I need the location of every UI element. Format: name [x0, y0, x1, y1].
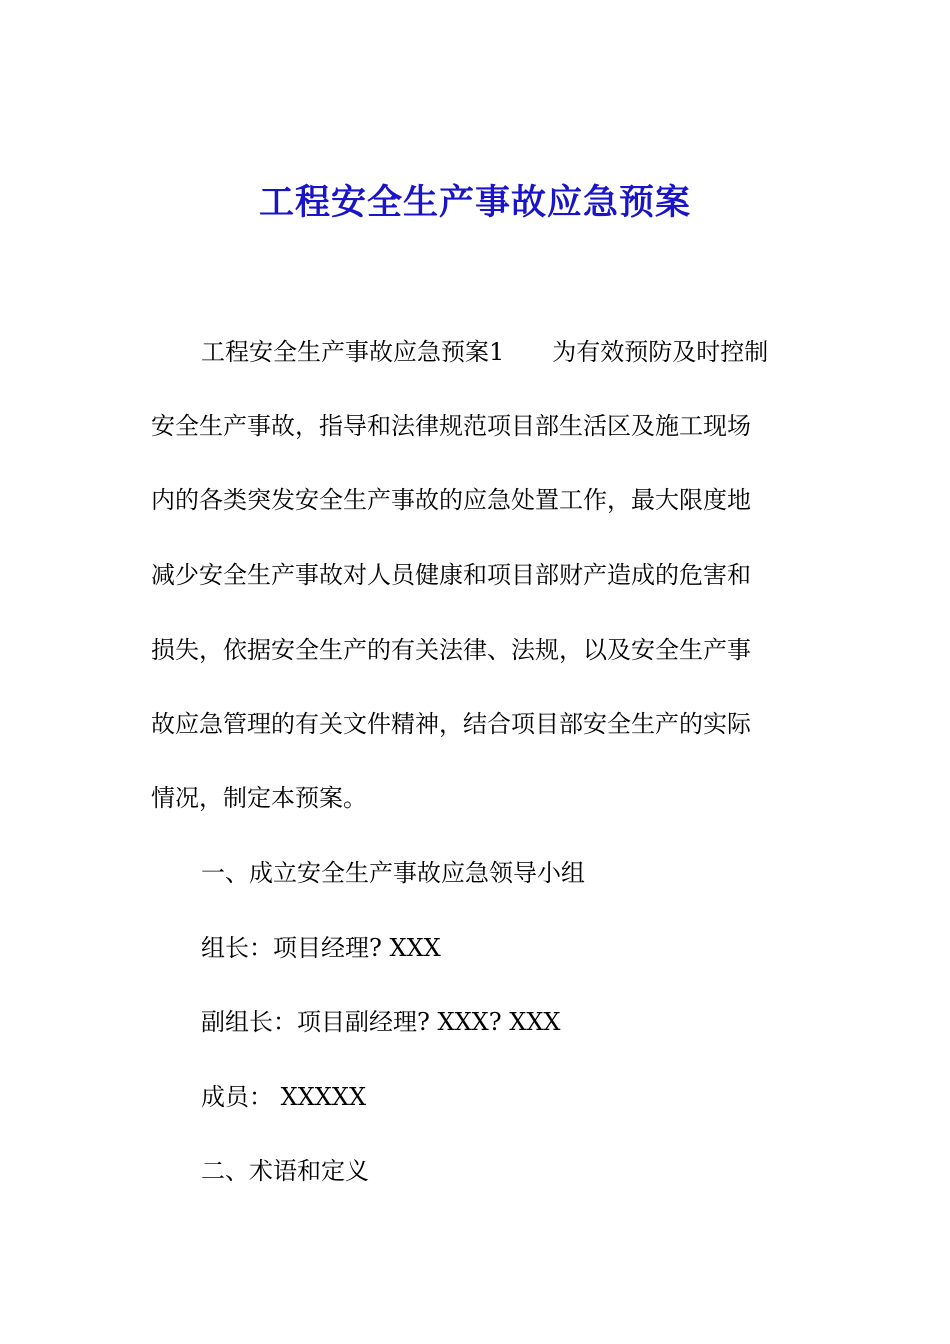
paragraph-line-4: 减少安全生产事故对人员健康和项目部财产造成的危害和: [151, 561, 751, 589]
paragraph-line-7: 情况，制定本预案。: [151, 784, 367, 812]
intro-heading-text: 工程安全生产事故应急预案1: [201, 338, 505, 366]
paragraph-line-6: 故应急管理的有关文件精神，结合项目部安全生产的实际: [151, 710, 751, 738]
section-heading-2: 二、术语和定义: [201, 1157, 369, 1185]
document-title: 工程安全生产事故应急预案: [258, 182, 691, 223]
leader-line: 组长：项目经理? XXX: [201, 934, 441, 962]
intro-text-start: 为有效预防及时控制: [552, 338, 769, 366]
members-line: 成员： XXXXX: [201, 1083, 367, 1111]
paragraph-line-1: [201, 334, 768, 370]
paragraph-line-5: 损失，依据安全生产的有关法律、法规，以及安全生产事: [151, 636, 751, 664]
paragraph-line-2: 安全生产事故，指导和法律规范项目部生活区及施工现场: [151, 412, 751, 440]
deputy-leader-line: 副组长：项目副经理? XXX? XXX: [201, 1008, 561, 1036]
section-heading-1: 一、成立安全生产事故应急领导小组: [201, 859, 585, 887]
paragraph-line-3: 内的各类突发安全生产事故的应急处置工作，最大限度地: [151, 486, 751, 514]
